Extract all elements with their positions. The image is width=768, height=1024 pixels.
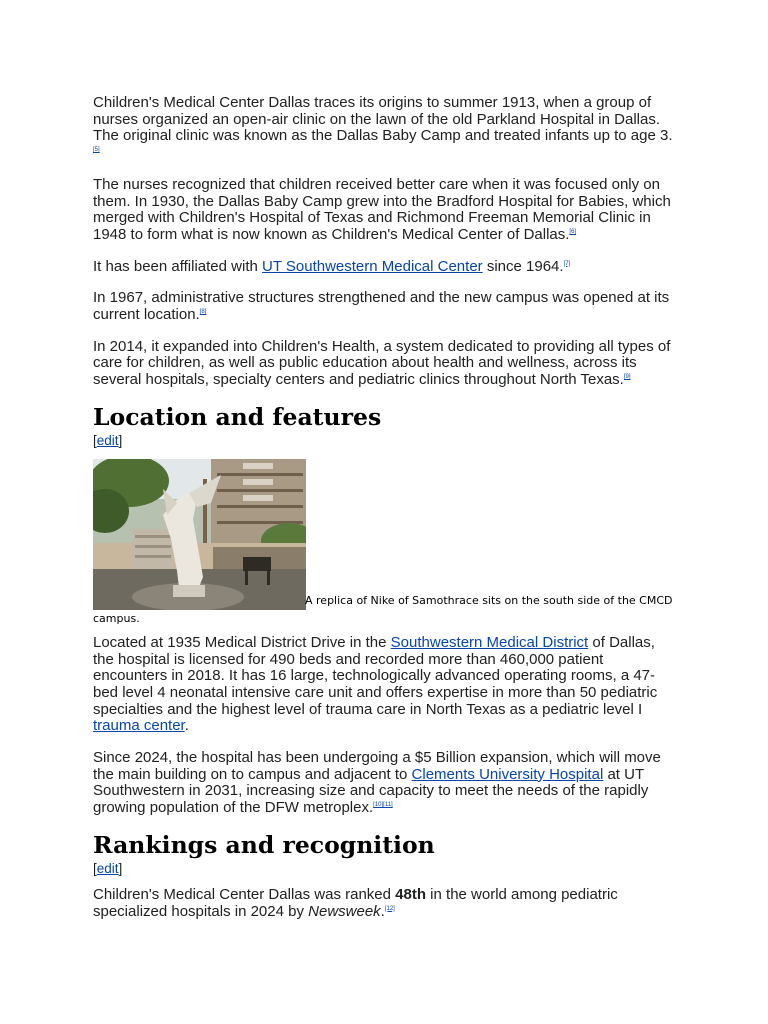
edit-link[interactable]: edit — [96, 860, 119, 876]
figure-caption: A replica of Nike of Samothrace sits on the south side of the CMCD campus. — [93, 593, 673, 625]
trauma-center-link[interactable]: trauma center — [93, 717, 185, 735]
edit-link[interactable]: edit — [96, 432, 119, 448]
reference-10[interactable] — [373, 802, 383, 808]
reference-link[interactable]: [7] — [563, 260, 571, 267]
location-text-2-end: at UT Southwestern in 2031, increasing size and capacity to meet the needs of the rapidly growing population of the DFW metroplex. — [93, 765, 649, 817]
bracket-close: ] — [118, 432, 123, 448]
publication-name: Newsweek — [308, 902, 381, 920]
history-paragraph-4 — [93, 290, 678, 323]
rank-value: 48th — [395, 885, 427, 903]
reference-12[interactable] — [385, 906, 395, 912]
reference-link[interactable]: [6] — [569, 228, 577, 235]
history-paragraph-1 — [93, 95, 678, 162]
location-text-1-mid: of Dallas, the hospital is licensed for 490 beds and recorded more than 460,000 patient encounters in 2018. It has 16 large, technologically advanced operating rooms, a 47-bed level 4 neonatal intensive care unit and offers expertise in more than 50 pediatric specialties and the highest level of trauma care in North Texas as a pediatric level I — [93, 633, 658, 718]
history-text-2: The nurses recognized that children received better care when it was focused only on them. In 1930, the Dallas Baby Camp grew into the Bradford Hospital for Babies, which merged with Children's Hospital of Texas and Richmond Freeman Memorial Clinic in 1948 to form what is now known as Children's Medical Center of Dallas. — [93, 175, 671, 243]
history-text-1: Children's Medical Center Dallas traces its origins to summer 1913, when a group of nurses organized an open-air clinic on the lawn of the old Parkland Hospital in Dallas. The original clinic was known as the Dallas Baby Camp and treated infants up to age 3. — [93, 94, 673, 145]
reference-link[interactable]: [12] — [384, 905, 395, 912]
ut-southwestern-link[interactable]: UT Southwestern Medical Center — [262, 257, 483, 275]
rankings-text-1-end: . — [380, 902, 385, 920]
history-text-3-end: since 1964. — [482, 257, 564, 275]
location-paragraph-1 — [93, 635, 678, 735]
history-paragraph-2 — [93, 177, 678, 244]
reference-link[interactable]: [9] — [623, 374, 631, 381]
location-text-2: Since 2024, the hospital has been undergoing a $5 Billion expansion, which will move the main building on to campus and adjacent to — [93, 749, 661, 783]
bracket-open: [ — [93, 860, 97, 876]
southwestern-medical-district-link[interactable]: Southwestern Medical District — [390, 633, 589, 651]
rankings-paragraph-1 — [93, 887, 678, 920]
reference-5[interactable] — [93, 147, 100, 153]
statue-figure — [93, 459, 678, 628]
location-edit-section — [93, 432, 678, 450]
rankings-text-1: Children's Medical Center Dallas was ranked — [93, 885, 396, 903]
article-body — [93, 95, 678, 935]
reference-9[interactable] — [624, 374, 631, 380]
rankings-heading: Rankings and recognition — [93, 830, 435, 859]
reference-link[interactable]: [10] — [373, 802, 384, 809]
reference-6[interactable] — [569, 229, 576, 235]
bracket-open: [ — [93, 432, 97, 448]
reference-link[interactable]: [5] — [93, 147, 100, 154]
rankings-text-1-mid: in the world among pediatric specialized hospitals in 2024 by — [93, 885, 618, 920]
reference-11[interactable] — [383, 802, 393, 808]
statue-photo[interactable] — [93, 459, 306, 610]
history-paragraph-5 — [93, 339, 678, 389]
location-text-1: Located at 1935 Medical District Drive in the — [93, 633, 391, 651]
location-text-1-end: . — [184, 717, 189, 735]
rankings-edit-section — [93, 860, 678, 878]
location-paragraph-2 — [93, 750, 678, 817]
history-text-3: It has been affiliated with — [93, 257, 262, 275]
history-text-5: In 2014, it expanded into Children's Health, a system dedicated to providing all types of care for children, as well as public education about health and wellness, across its several hospitals, specialty centers and pediatric clinics throughout North Texas. — [93, 337, 671, 389]
reference-link[interactable]: [11] — [383, 802, 393, 809]
location-heading: Location and features — [93, 402, 382, 431]
clements-university-hospital-link[interactable]: Clements University Hospital — [411, 765, 604, 783]
reference-link[interactable]: [8] — [199, 309, 207, 316]
bracket-close: ] — [118, 860, 123, 876]
history-paragraph-3 — [93, 259, 678, 276]
reference-7[interactable] — [564, 261, 571, 267]
history-text-4: In 1967, administrative structures strengthened and the new campus was opened at its current location. — [93, 289, 670, 324]
reference-8[interactable] — [200, 309, 207, 315]
